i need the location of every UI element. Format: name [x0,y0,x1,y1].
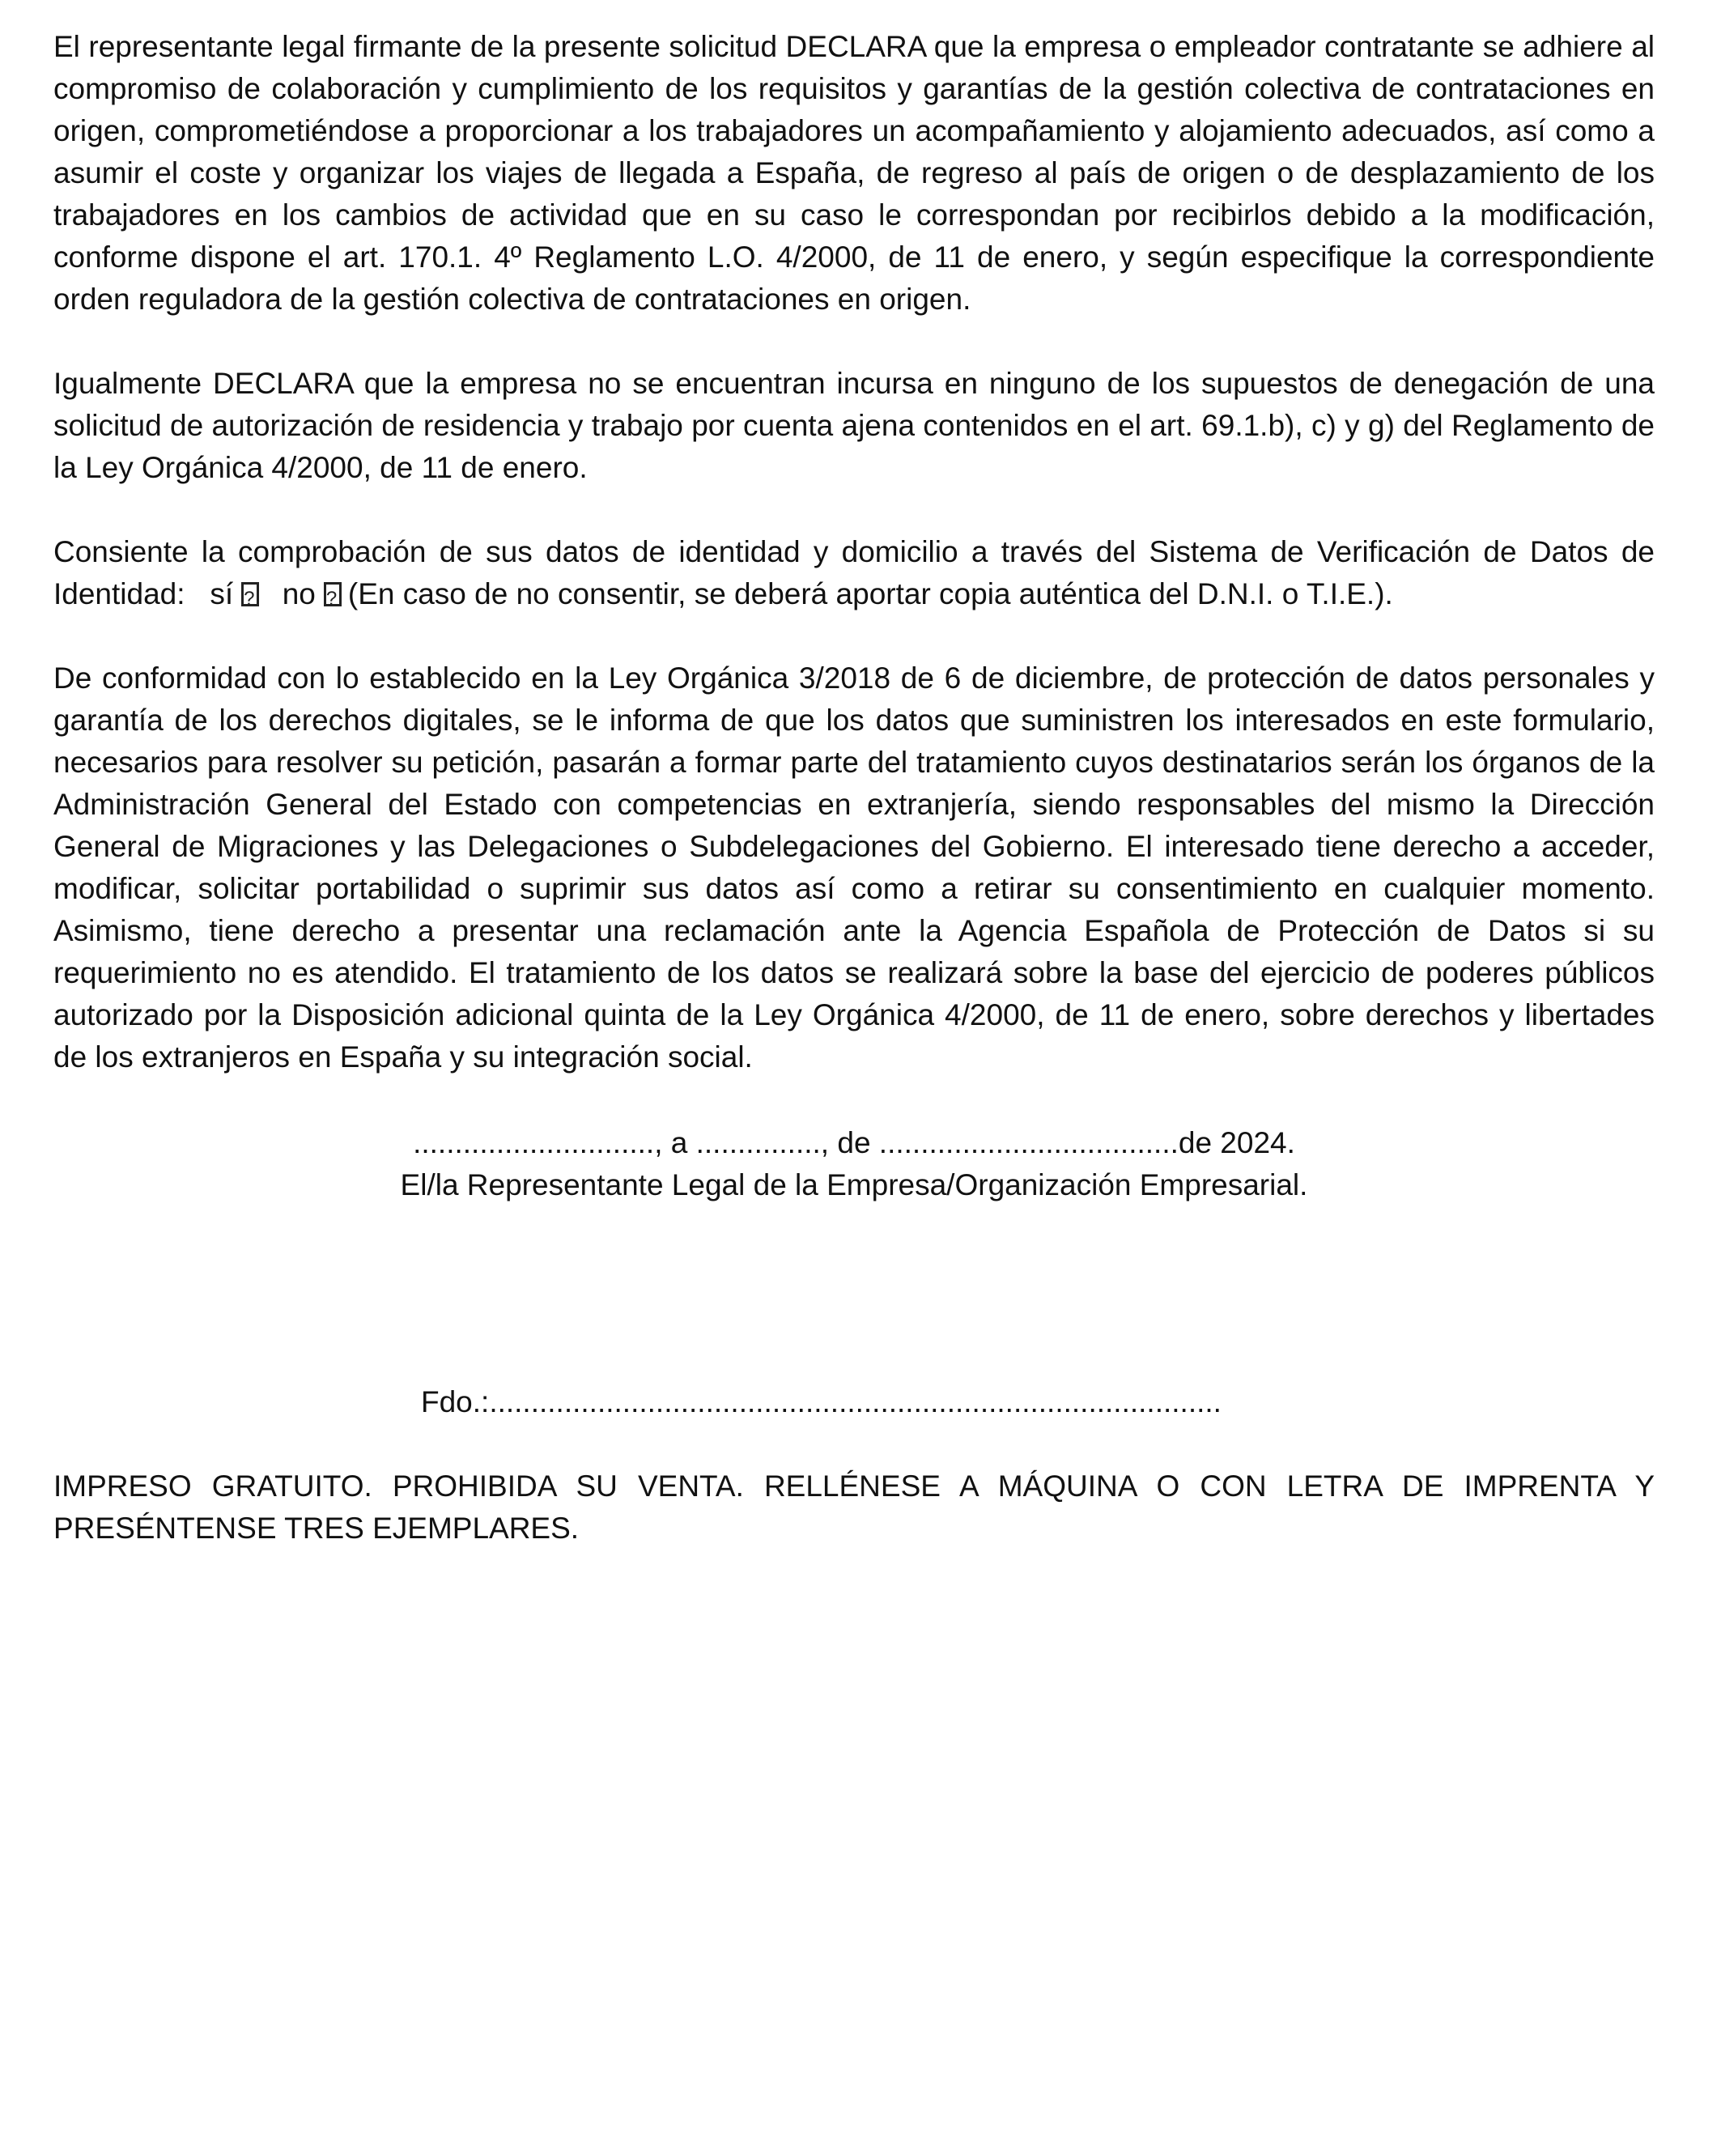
no-denial-declaration-paragraph: Igualmente DECLARA que la empresa no se encuentran incursa en ninguno de los supuestos de denegación de una solicitud de autorización de residencia y trabajo por cuenta ajena contenidos en el art. 69.1.b), c) y g) del Reglamento de la Ley Orgánica 4/2000, de 11 de enero. [53,367,1655,484]
declaration-paragraph: El representante legal firmante de la presente solicitud DECLARA que la empresa o empleador contratante se adhiere al compromiso de colaboración y cumplimiento de los requisitos y garantías de la gestión colectiva de contrataciones en origen, comprometiéndose a proporcionar a los trabajadores un acompañamiento y alojamiento adecuados, así como a asumir el coste y organizar los viajes de llegada a España, de regreso al país de origen o de desplazamiento de los trabajadores en los cambios de actividad que en su caso le correspondan por recibirlos debido a la modificación, conforme dispone el art. 170.1. 4º Reglamento L.O. 4/2000, de 11 de enero, y según especifique la correspondiente orden reguladora de la gestión colectiva de contrataciones en origen. [53,30,1655,316]
paragraph-gap [53,615,1655,657]
consent-yes-label: sí [210,577,234,610]
signature-date-line: ............................., a ..............., de ....................................de 2024. [413,1126,1295,1159]
consent-no-checkbox[interactable] [324,582,342,606]
signature-fdo-line: Fdo.:........................................................................................ [421,1385,1222,1418]
signature-role-line: El/la Representante Legal de la Empresa/Organización Empresarial. [400,1168,1308,1201]
consent-no-label: no [282,577,316,610]
paragraph-gap [53,489,1655,531]
footer-notice: IMPRESO GRATUITO. PROHIBIDA SU VENTA. RELLÉNESE A MÁQUINA O CON LETRA DE IMPRENTA Y PRESÉNTENSE TRES EJEMPLARES. [53,1469,1655,1545]
paragraph-gap [53,321,1655,363]
consent-paragraph [53,531,1655,615]
consent-intro-text: Consiente la comprobación de sus datos de identidad y domicilio a través del Sistema de Verificación de Datos de Identidad: [53,535,1655,610]
data-protection-paragraph: De conformidad con lo establecido en la Ley Orgánica 3/2018 de 6 de diciembre, de protección de datos personales y garantía de los derechos digitales, se le informa de que los datos que suministren los interesados en este formulario, necesarios para resolver su petición, pasarán a formar parte del tratamiento cuyos destinatarios serán los órganos de la Administración General del Estado con competencias en extranjería, siendo responsables del mismo la Dirección General de Migraciones y las Delegaciones o Subdelegaciones del Gobierno. El interesado tiene derecho a acceder, modificar, solicitar portabilidad o suprimir sus datos así como a retirar su consentimiento en cualquier momento. Asimismo, tiene derecho a presentar una reclamación ante la Agencia Española de Protección de Datos si su requerimiento no es atendido. El tratamiento de los datos se realizará sobre la base del ejercicio de poderes públicos autorizado por la Disposición adicional quinta de la Ley Orgánica 4/2000, de 11 de enero, sobre derechos y libertades de los extranjeros en España y su integración social. [53,661,1655,1074]
consent-yes-checkbox[interactable] [241,582,259,606]
consent-note-text: (En caso de no consentir, se deberá aportar copia auténtica del D.N.I. o T.I.E.). [347,577,1393,610]
document-page [53,26,1655,1545]
